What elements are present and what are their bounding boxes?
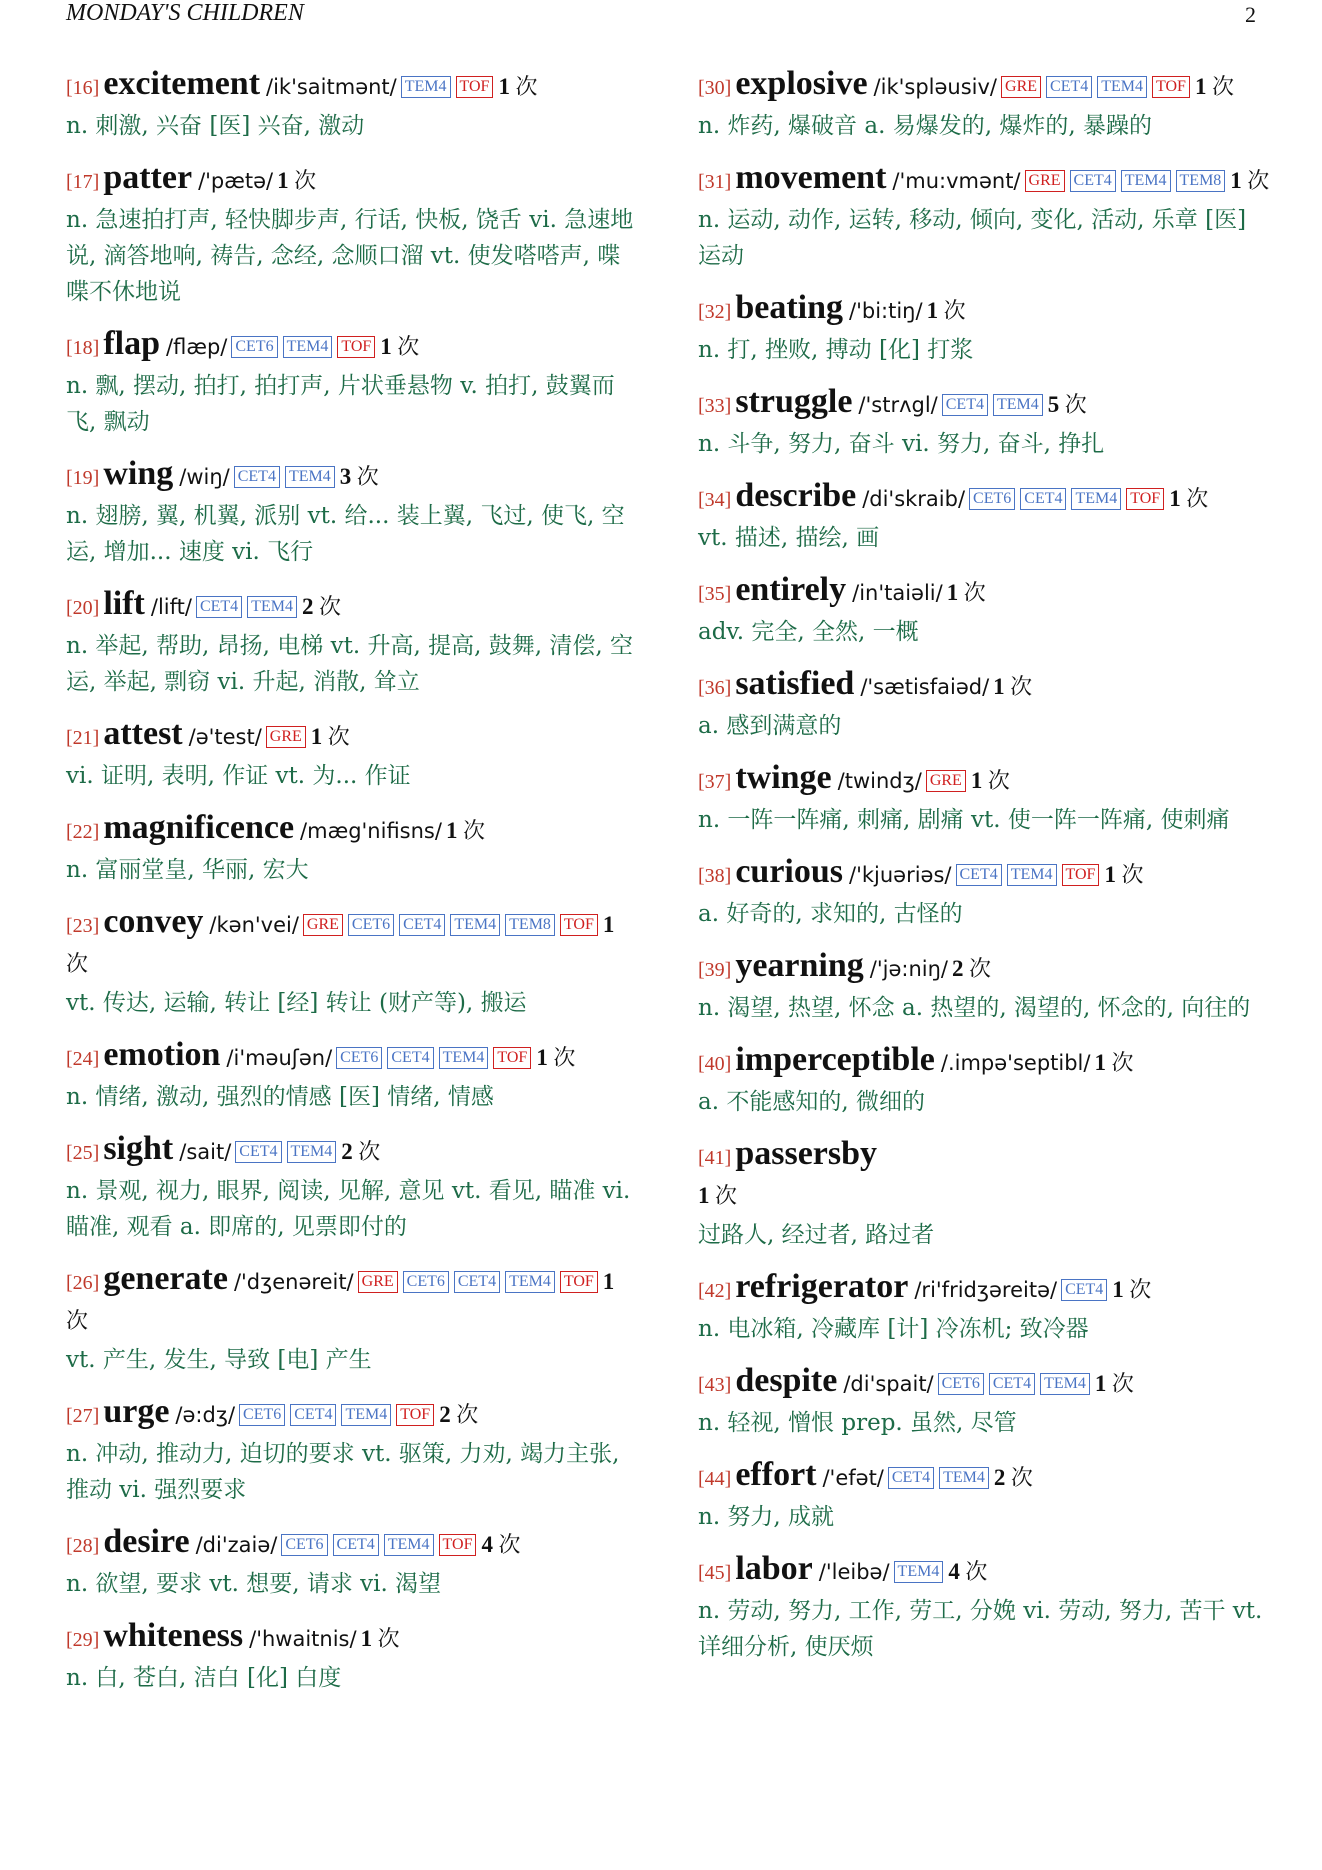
exam-tag: TEM4 xyxy=(1071,488,1121,510)
exam-tag: TEM8 xyxy=(1176,170,1226,192)
exam-tag: CET6 xyxy=(239,1404,285,1426)
exam-tag: TEM4 xyxy=(287,1141,337,1163)
exam-tag: TOF xyxy=(1152,76,1190,98)
entry-headline xyxy=(66,904,636,985)
entry-headline xyxy=(698,290,1270,332)
headword: desire xyxy=(103,1523,190,1560)
exam-tag: TOF xyxy=(1126,488,1164,510)
definition: n. 欲望, 要求 vt. 想要, 请求 vi. 渴望 xyxy=(66,1571,442,1597)
exam-tag: TEM4 xyxy=(1097,76,1147,98)
exam-tag: TOF xyxy=(560,914,598,936)
exam-tag: GRE xyxy=(358,1271,398,1293)
vocab-entry xyxy=(66,160,636,310)
exam-tag: CET4 xyxy=(333,1534,379,1556)
headword: emotion xyxy=(103,1036,221,1073)
phonetic: /lift/ xyxy=(150,595,192,619)
headword: whiteness xyxy=(103,1617,244,1654)
entry-headline xyxy=(698,1136,1270,1217)
vocab-entry xyxy=(66,1131,636,1245)
exam-tag: TEM4 xyxy=(341,1404,391,1426)
occurrence-count: 4 次 xyxy=(948,1559,988,1584)
occurrence-count: 1 次 xyxy=(360,1626,400,1651)
definition: n. 富丽堂皇, 华丽, 宏大 xyxy=(66,857,309,883)
headword: yearning xyxy=(735,947,864,984)
vocab-entry xyxy=(698,948,1270,1026)
entry-number: [41] xyxy=(698,1147,732,1169)
entry-headline xyxy=(66,716,636,758)
entry-number: [39] xyxy=(698,959,732,981)
exam-tag: CET4 xyxy=(234,466,280,488)
headword: convey xyxy=(103,903,204,940)
occurrence-count: 4 次 xyxy=(481,1532,521,1557)
occurrence-count: 1 次 xyxy=(970,768,1010,793)
entry-number: [30] xyxy=(698,77,732,99)
definition: 过路人, 经过者, 路过者 xyxy=(698,1222,935,1248)
definition: vt. 传达, 运输, 转让 [经] 转让 (财产等), 搬运 xyxy=(66,990,527,1016)
vocab-entry xyxy=(66,1394,636,1508)
entry-headline xyxy=(698,760,1270,802)
exam-tag: TEM4 xyxy=(1040,1373,1090,1395)
headword: explosive xyxy=(735,65,868,102)
exam-tag: CET4 xyxy=(454,1271,500,1293)
vocab-entry xyxy=(698,1269,1270,1347)
headword: wing xyxy=(103,455,174,492)
vocab-entry xyxy=(66,1524,636,1602)
phonetic: /kən'vei/ xyxy=(209,913,299,937)
entry-number: [28] xyxy=(66,1535,100,1557)
vocab-entry xyxy=(698,66,1270,144)
definition: adv. 完全, 全然, 一概 xyxy=(698,619,919,645)
vocab-entry xyxy=(66,66,636,144)
exam-tag: CET4 xyxy=(956,864,1002,886)
entry-number: [38] xyxy=(698,865,732,887)
definition: n. 斗争, 努力, 奋斗 vi. 努力, 奋斗, 挣扎 xyxy=(698,431,1105,457)
exam-tag: TOF xyxy=(337,336,375,358)
definition: n. 白, 苍白, 洁白 [化] 白度 xyxy=(66,1665,342,1691)
phonetic: /'jə:niŋ/ xyxy=(869,957,948,981)
exam-tag: CET4 xyxy=(196,596,242,618)
entry-number: [43] xyxy=(698,1374,732,1396)
occurrence-count: 1 次 xyxy=(1230,168,1270,193)
occurrence-count: 2 次 xyxy=(952,956,992,981)
entry-number: [26] xyxy=(66,1272,100,1294)
occurrence-count: 1 次 xyxy=(993,674,1033,699)
vocab-entry xyxy=(66,456,636,570)
headword: movement xyxy=(735,159,887,196)
phonetic: /flæp/ xyxy=(166,335,228,359)
definition: a. 好奇的, 求知的, 古怪的 xyxy=(698,901,963,927)
headword: urge xyxy=(103,1393,170,1430)
headword: generate xyxy=(103,1260,228,1297)
vocab-entry xyxy=(698,854,1270,932)
exam-tag: TEM4 xyxy=(993,394,1043,416)
exam-tag: TEM4 xyxy=(247,596,297,618)
phonetic: /di'spait/ xyxy=(843,1372,934,1396)
phonetic: /ik'spləusiv/ xyxy=(873,75,998,99)
entry-number: [18] xyxy=(66,337,100,359)
occurrence-count: 2 次 xyxy=(301,594,341,619)
definition: n. 打, 挫败, 搏动 [化] 打浆 xyxy=(698,337,974,363)
occurrence-count: 1 次 xyxy=(536,1045,576,1070)
headword: despite xyxy=(735,1362,838,1399)
exam-tag: GRE xyxy=(266,726,306,748)
headword: struggle xyxy=(735,383,853,420)
entry-number: [35] xyxy=(698,583,732,605)
exam-tag: TEM4 xyxy=(285,466,335,488)
entry-headline xyxy=(698,160,1270,202)
headword: twinge xyxy=(735,759,832,796)
phonetic: /.impə'septibl/ xyxy=(940,1051,1091,1075)
exam-tag: TOF xyxy=(1062,864,1100,886)
entry-headline xyxy=(698,666,1270,708)
vocab-entry xyxy=(698,666,1270,744)
definition: n. 劳动, 努力, 工作, 劳工, 分娩 vi. 劳动, 努力, 苦干 vt. 详细分析, 使厌烦 xyxy=(698,1598,1263,1660)
phonetic: /'hwaitnis/ xyxy=(249,1627,357,1651)
headword: effort xyxy=(735,1456,817,1493)
exam-tag: CET4 xyxy=(1020,488,1066,510)
exam-tag: CET4 xyxy=(1070,170,1116,192)
vocab-entry xyxy=(66,716,636,794)
exam-tag: TOF xyxy=(456,76,494,98)
vocab-entry xyxy=(698,1042,1270,1120)
phonetic: /di'skraib/ xyxy=(862,487,966,511)
entry-number: [36] xyxy=(698,677,732,699)
phonetic: /i'məuʃən/ xyxy=(226,1046,333,1070)
exam-tag: CET6 xyxy=(403,1271,449,1293)
definition: n. 急速拍打声, 轻快脚步声, 行话, 快板, 饶舌 vi. 急速地说, 滴答地响, 祷告, 念经, 念顺口溜 vt. 使发嗒嗒声, 喋喋不休地说 xyxy=(66,207,634,305)
occurrence-count: 1 次 xyxy=(445,818,485,843)
exam-tag: TOF xyxy=(439,1534,477,1556)
definition: n. 电冰箱, 冷藏库 [计] 冷冻机; 致冷器 xyxy=(698,1316,1089,1342)
entry-number: [19] xyxy=(66,467,100,489)
exam-tag: CET6 xyxy=(969,488,1015,510)
phonetic: /in'taiəli/ xyxy=(852,581,943,605)
definition: n. 举起, 帮助, 昂扬, 电梯 vt. 升高, 提高, 鼓舞, 清偿, 空运, 举起, 剽窃 vi. 升起, 消散, 耸立 xyxy=(66,633,633,695)
exam-tag: TOF xyxy=(396,1404,434,1426)
vocab-entry xyxy=(66,1037,636,1115)
entry-number: [31] xyxy=(698,171,732,193)
entry-headline xyxy=(698,1551,1270,1593)
entry-headline xyxy=(698,478,1270,520)
vocab-entry xyxy=(698,760,1270,838)
exam-tag: TEM4 xyxy=(939,1467,989,1489)
phonetic: /wiŋ/ xyxy=(179,465,230,489)
vocab-entry xyxy=(698,572,1270,650)
entry-headline xyxy=(66,66,636,108)
headword: excitement xyxy=(103,65,261,102)
definition: n. 渴望, 热望, 怀念 a. 热望的, 渴望的, 怀念的, 向往的 xyxy=(698,995,1251,1021)
headword: lift xyxy=(103,585,145,622)
headword: sight xyxy=(103,1130,174,1167)
definition: n. 冲动, 推动力, 迫切的要求 vt. 驱策, 力劝, 竭力主张, 推动 vi. 强烈要求 xyxy=(66,1441,620,1503)
occurrence-count: 2 次 xyxy=(993,1465,1033,1490)
exam-tag: CET6 xyxy=(281,1534,327,1556)
phonetic: /'leibə/ xyxy=(818,1560,890,1584)
occurrence-count: 1 次 xyxy=(1094,1050,1134,1075)
phonetic: /di'zaiə/ xyxy=(195,1533,278,1557)
entry-headline xyxy=(698,1457,1270,1499)
exam-tag: CET4 xyxy=(989,1373,1035,1395)
exam-tag: GRE xyxy=(926,770,966,792)
occurrence-count: 1 次 xyxy=(66,912,615,976)
entry-number: [16] xyxy=(66,77,100,99)
entry-number: [17] xyxy=(66,171,100,193)
vocab-entry xyxy=(698,160,1270,274)
occurrence-count: 1 次 xyxy=(926,298,966,323)
vocab-entry xyxy=(66,904,636,1021)
right-column xyxy=(698,66,1270,1665)
exam-tag: TEM4 xyxy=(401,76,451,98)
occurrence-count: 1 次 xyxy=(380,334,420,359)
phonetic: /'efət/ xyxy=(822,1466,884,1490)
vocab-entry xyxy=(698,1457,1270,1535)
phonetic: /twindʒ/ xyxy=(837,769,922,793)
exam-tag: TEM4 xyxy=(384,1534,434,1556)
phonetic: /'dʒenəreit/ xyxy=(233,1270,354,1294)
exam-tag: CET4 xyxy=(1061,1279,1107,1301)
headword: labor xyxy=(735,1550,813,1587)
vocab-entry xyxy=(698,1551,1270,1665)
occurrence-count: 1 次 xyxy=(946,580,986,605)
entry-number: [37] xyxy=(698,771,732,793)
definition: n. 轻视, 憎恨 prep. 虽然, 尽管 xyxy=(698,1410,1017,1436)
entry-number: [23] xyxy=(66,915,100,937)
phonetic: /ik'saitmənt/ xyxy=(266,75,397,99)
left-column xyxy=(66,66,636,1696)
occurrence-count: 2 次 xyxy=(439,1402,479,1427)
exam-tag: GRE xyxy=(1001,76,1041,98)
definition: a. 不能感知的, 微细的 xyxy=(698,1089,925,1115)
headword: passersby xyxy=(735,1135,878,1172)
entry-number: [33] xyxy=(698,395,732,417)
definition: n. 刺激, 兴奋 [医] 兴奋, 激动 xyxy=(66,113,365,139)
vocab-entry xyxy=(66,1261,636,1378)
phonetic: /'pætə/ xyxy=(198,169,274,193)
headword: magnificence xyxy=(103,809,295,846)
occurrence-count: 1 次 xyxy=(277,168,317,193)
definition: a. 感到满意的 xyxy=(698,713,842,739)
occurrence-count: 1 次 xyxy=(1104,862,1144,887)
exam-tag: TOF xyxy=(560,1271,598,1293)
headword: patter xyxy=(103,159,193,196)
entry-headline xyxy=(66,1524,636,1566)
entry-headline xyxy=(698,854,1270,896)
vocab-entry xyxy=(698,478,1270,556)
entry-number: [27] xyxy=(66,1405,100,1427)
entry-headline xyxy=(66,1037,636,1079)
definition: vt. 描述, 描绘, 画 xyxy=(698,525,880,551)
vocab-entry xyxy=(66,810,636,888)
entry-headline xyxy=(698,948,1270,990)
exam-tag: CET4 xyxy=(387,1047,433,1069)
exam-tag: CET4 xyxy=(942,394,988,416)
headword: beating xyxy=(735,289,844,326)
occurrence-count: 1 次 xyxy=(66,1269,615,1333)
entry-number: [40] xyxy=(698,1053,732,1075)
phonetic: /'strʌgl/ xyxy=(858,393,938,417)
exam-tag: CET6 xyxy=(348,914,394,936)
vocab-entry xyxy=(66,586,636,700)
headword: curious xyxy=(735,853,844,890)
phonetic: /ri'fridʒəreitə/ xyxy=(914,1278,1058,1302)
headword: satisfied xyxy=(735,665,855,702)
exam-tag: TEM4 xyxy=(1007,864,1057,886)
exam-tag: TEM4 xyxy=(894,1561,944,1583)
definition: n. 努力, 成就 xyxy=(698,1504,835,1530)
occurrence-count: 1 次 xyxy=(698,1183,738,1208)
phonetic: /'mu:vmənt/ xyxy=(892,169,1021,193)
phonetic: /'kjuəriəs/ xyxy=(849,863,952,887)
vocab-entry xyxy=(698,290,1270,368)
entry-headline xyxy=(698,1042,1270,1084)
exam-tag: TEM4 xyxy=(505,1271,555,1293)
headword: entirely xyxy=(735,571,847,608)
exam-tag: GRE xyxy=(1025,170,1065,192)
phonetic: /sait/ xyxy=(179,1140,232,1164)
running-title: MONDAY'S CHILDREN xyxy=(66,0,304,26)
headword: refrigerator xyxy=(735,1268,909,1305)
headword: attest xyxy=(103,715,183,752)
occurrence-count: 3 次 xyxy=(339,464,379,489)
entry-headline xyxy=(698,384,1270,426)
phonetic: /ə'test/ xyxy=(188,725,262,749)
occurrence-count: 5 次 xyxy=(1047,392,1087,417)
definition: n. 运动, 动作, 运转, 移动, 倾向, 变化, 活动, 乐章 [医] 运动 xyxy=(698,207,1247,269)
entry-number: [25] xyxy=(66,1142,100,1164)
entry-number: [24] xyxy=(66,1048,100,1070)
exam-tag: TEM8 xyxy=(505,914,555,936)
entry-number: [34] xyxy=(698,489,732,511)
entry-number: [42] xyxy=(698,1280,732,1302)
page-number: 2 xyxy=(1245,2,1256,27)
phonetic: /ə:dʒ/ xyxy=(175,1403,236,1427)
entry-number: [29] xyxy=(66,1629,100,1651)
headword: describe xyxy=(735,477,857,514)
definition: n. 飘, 摆动, 拍打, 拍打声, 片状垂悬物 v. 拍打, 鼓翼而飞, 飘动 xyxy=(66,373,615,435)
definition: n. 炸药, 爆破音 a. 易爆发的, 爆炸的, 暴躁的 xyxy=(698,113,1152,139)
exam-tag: CET4 xyxy=(399,914,445,936)
entry-headline xyxy=(66,326,636,368)
entry-number: [45] xyxy=(698,1562,732,1584)
entry-number: [20] xyxy=(66,597,100,619)
exam-tag: GRE xyxy=(303,914,343,936)
definition: vt. 产生, 发生, 导致 [电] 产生 xyxy=(66,1347,372,1373)
occurrence-count: 1 次 xyxy=(1194,74,1234,99)
exam-tag: TEM4 xyxy=(439,1047,489,1069)
definition: vi. 证明, 表明, 作证 vt. 为... 作证 xyxy=(66,763,411,789)
exam-tag: TEM4 xyxy=(283,336,333,358)
definition: n. 景观, 视力, 眼界, 阅读, 见解, 意见 vt. 看见, 瞄准 vi. 瞄准, 观看 a. 即席的, 见票即付的 xyxy=(66,1178,631,1240)
entry-number: [21] xyxy=(66,727,100,749)
vocab-entry xyxy=(698,1136,1270,1253)
occurrence-count: 1 次 xyxy=(1112,1277,1152,1302)
entry-headline xyxy=(66,456,636,498)
exam-tag: CET4 xyxy=(235,1141,281,1163)
vocab-entry xyxy=(698,384,1270,462)
exam-tag: CET6 xyxy=(938,1373,984,1395)
exam-tag: TOF xyxy=(493,1047,531,1069)
entry-number: [22] xyxy=(66,821,100,843)
vocab-entry xyxy=(66,1618,636,1696)
exam-tag: CET4 xyxy=(1046,76,1092,98)
entry-headline xyxy=(66,1131,636,1173)
entry-headline xyxy=(698,572,1270,614)
phonetic: /mæg'nifisns/ xyxy=(300,819,442,843)
headword: flap xyxy=(103,325,161,362)
entry-number: [44] xyxy=(698,1468,732,1490)
exam-tag: CET4 xyxy=(888,1467,934,1489)
exam-tag: CET4 xyxy=(290,1404,336,1426)
entry-headline xyxy=(698,66,1270,108)
vocab-entry xyxy=(66,326,636,440)
entry-headline xyxy=(66,1394,636,1436)
exam-tag: CET6 xyxy=(231,336,277,358)
definition: n. 一阵一阵痛, 刺痛, 剧痛 vt. 使一阵一阵痛, 使刺痛 xyxy=(698,807,1230,833)
occurrence-count: 1 次 xyxy=(498,74,538,99)
entry-headline xyxy=(66,160,636,202)
entry-headline xyxy=(66,1618,636,1660)
phonetic: /'sætisfaiəd/ xyxy=(860,675,990,699)
occurrence-count: 2 次 xyxy=(341,1139,381,1164)
entry-number: [32] xyxy=(698,301,732,323)
occurrence-count: 1 次 xyxy=(1094,1371,1134,1396)
definition: n. 翅膀, 翼, 机翼, 派别 vt. 给... 装上翼, 飞过, 使飞, 空运, 增加... 速度 vi. 飞行 xyxy=(66,503,625,565)
exam-tag: TEM4 xyxy=(450,914,500,936)
entry-headline xyxy=(698,1269,1270,1311)
exam-tag: CET6 xyxy=(336,1047,382,1069)
occurrence-count: 1 次 xyxy=(310,724,350,749)
entry-headline xyxy=(66,810,636,852)
occurrence-count: 1 次 xyxy=(1169,486,1209,511)
entry-headline xyxy=(66,1261,636,1342)
entry-headline xyxy=(66,586,636,628)
headword: imperceptible xyxy=(735,1041,935,1078)
definition: n. 情绪, 激动, 强烈的情感 [医] 情绪, 情感 xyxy=(66,1084,494,1110)
phonetic: /'bi:tiŋ/ xyxy=(849,299,923,323)
vocab-entry xyxy=(698,1363,1270,1441)
entry-headline xyxy=(698,1363,1270,1405)
exam-tag: TEM4 xyxy=(1121,170,1171,192)
